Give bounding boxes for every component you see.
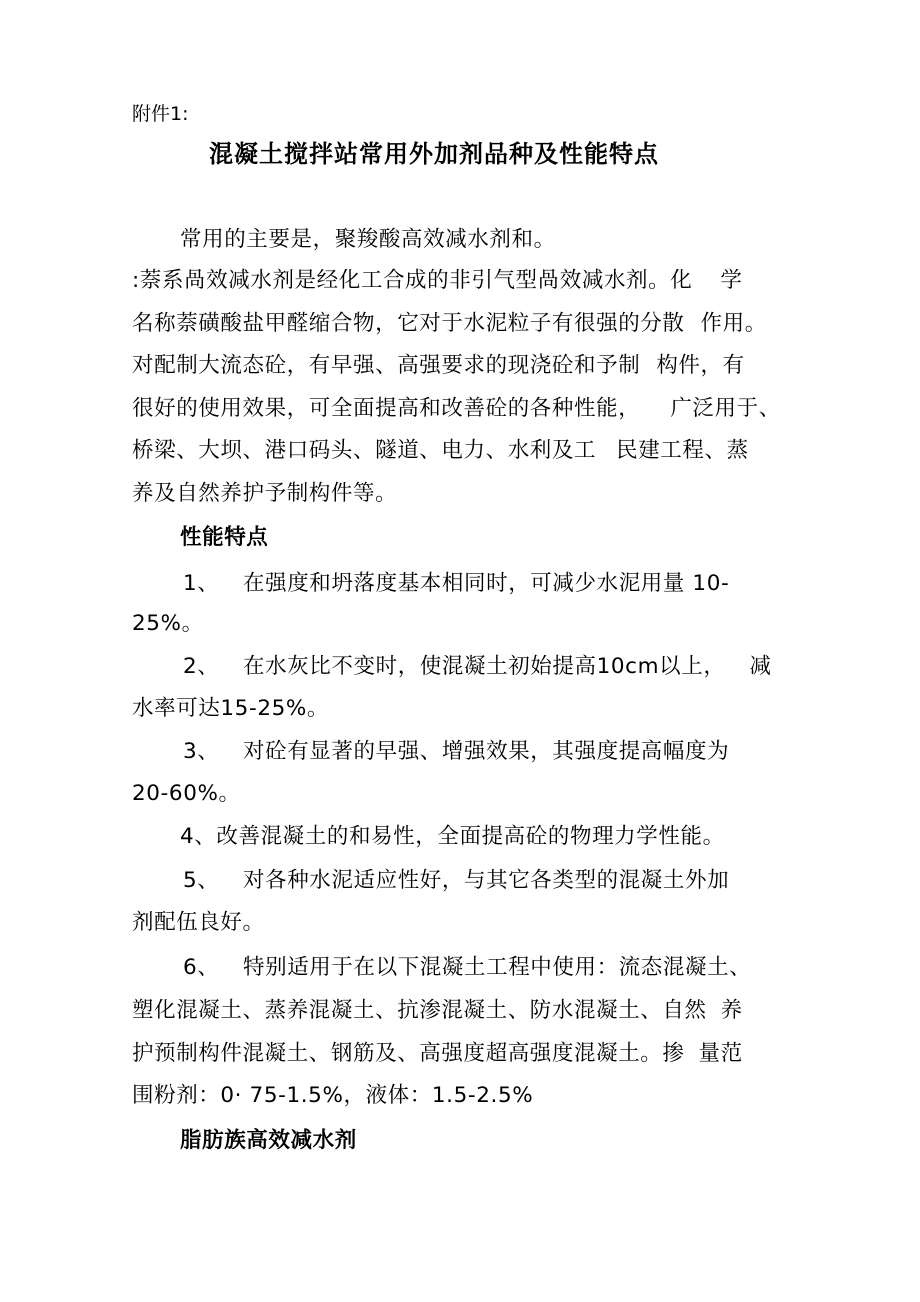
text-segment: 很好的使用效果，可全面提高和改善砼的各种性能， <box>132 396 641 421</box>
text-segment: 广泛用于、 <box>670 396 781 421</box>
list-item <box>183 570 729 598</box>
list-item-continuation <box>132 997 743 1025</box>
list-item-continuation: 20-60%。 <box>132 781 241 806</box>
list-text: 在强度和坍落度基本相同时，可减少水泥用量 10- <box>243 571 730 596</box>
list-item <box>183 738 729 766</box>
list-number: 3、 <box>183 739 220 764</box>
list-item-continuation: 水率可达15-25%。 <box>132 696 330 721</box>
list-item-continuation <box>132 1040 743 1068</box>
text-segment: 构件，有 <box>656 353 745 378</box>
attachment-label: 附件1: <box>132 103 189 125</box>
text-segment: 护预制构件混凝土、钢筋及、高强度超高强度混凝土。掺 <box>132 1041 685 1066</box>
list-text: 对各种水泥适应性好，与其它各类型的混凝土外加 <box>243 868 730 893</box>
section-heading-performance: 性能特点 <box>180 525 269 550</box>
list-text: 在水灰比不变时，使混凝土初始提高10cm以上， <box>243 654 726 679</box>
list-number: 6、 <box>183 955 220 980</box>
paragraph-line <box>132 267 742 295</box>
paragraph-line <box>132 480 397 508</box>
text-segment: 作用。 <box>700 311 767 336</box>
list-item-continuation: 剂配伍良好。 <box>132 910 265 935</box>
text-segment: 名称萘磺酸盐甲醛缩合物，它对于水泥粒子有很强的分散 <box>132 311 685 336</box>
text-segment: :萘系咼效减水剂是经化工合成的非引气型咼效减水剂。化 <box>132 268 693 293</box>
paragraph-line <box>132 437 749 465</box>
list-item <box>183 653 772 681</box>
list-number: 1、 <box>183 571 220 596</box>
list-item-continuation: 25%。 <box>132 611 204 636</box>
list-text: 对砼有显著的早强、增强效果，其强度提高幅度为 <box>243 739 730 764</box>
text-segment: 学 <box>720 268 743 293</box>
text-segment: 养 <box>720 998 743 1023</box>
list-item: 4、改善混凝土的和易性，全面提高砼的物理力学性能。 <box>180 824 725 849</box>
text-segment: 民建工程、蒸 <box>616 438 749 463</box>
text-segment: 量范 <box>698 1041 743 1066</box>
list-item-continuation: 围粉剂：0· 75-1.5%，液体：1.5-2.5% <box>132 1083 534 1108</box>
list-text: 减 <box>749 654 772 679</box>
list-number: 2、 <box>183 654 220 679</box>
paragraph-line <box>132 352 745 380</box>
paragraph-line <box>132 395 781 423</box>
intro-paragraph: 常用的主要是，聚羧酸高效减水剂和。 <box>180 227 556 252</box>
text-segment: 塑化混凝土、蒸养混凝土、抗渗混凝土、防水混凝土、自然 <box>132 998 707 1023</box>
page-title: 混凝土搅拌站常用外加剂品种及性能特点 <box>209 140 659 168</box>
text-segment: 养及自然养护予制构件等。 <box>132 481 398 506</box>
list-text: 特别适用于在以下混凝土工程中使用：流态混凝土、 <box>243 955 752 980</box>
list-number: 5、 <box>183 868 220 893</box>
text-segment: 桥梁、大坝、港口码头、隧道、电力、水利及工 <box>132 438 597 463</box>
text-segment: 对配制大流态砼，有早强、高强要求的现浇砼和予制 <box>132 353 641 378</box>
paragraph-line <box>132 310 767 338</box>
list-item <box>183 867 729 895</box>
section-heading-aliphatic: 脂肪族高效减水剂 <box>180 1128 357 1153</box>
list-item <box>183 954 751 982</box>
